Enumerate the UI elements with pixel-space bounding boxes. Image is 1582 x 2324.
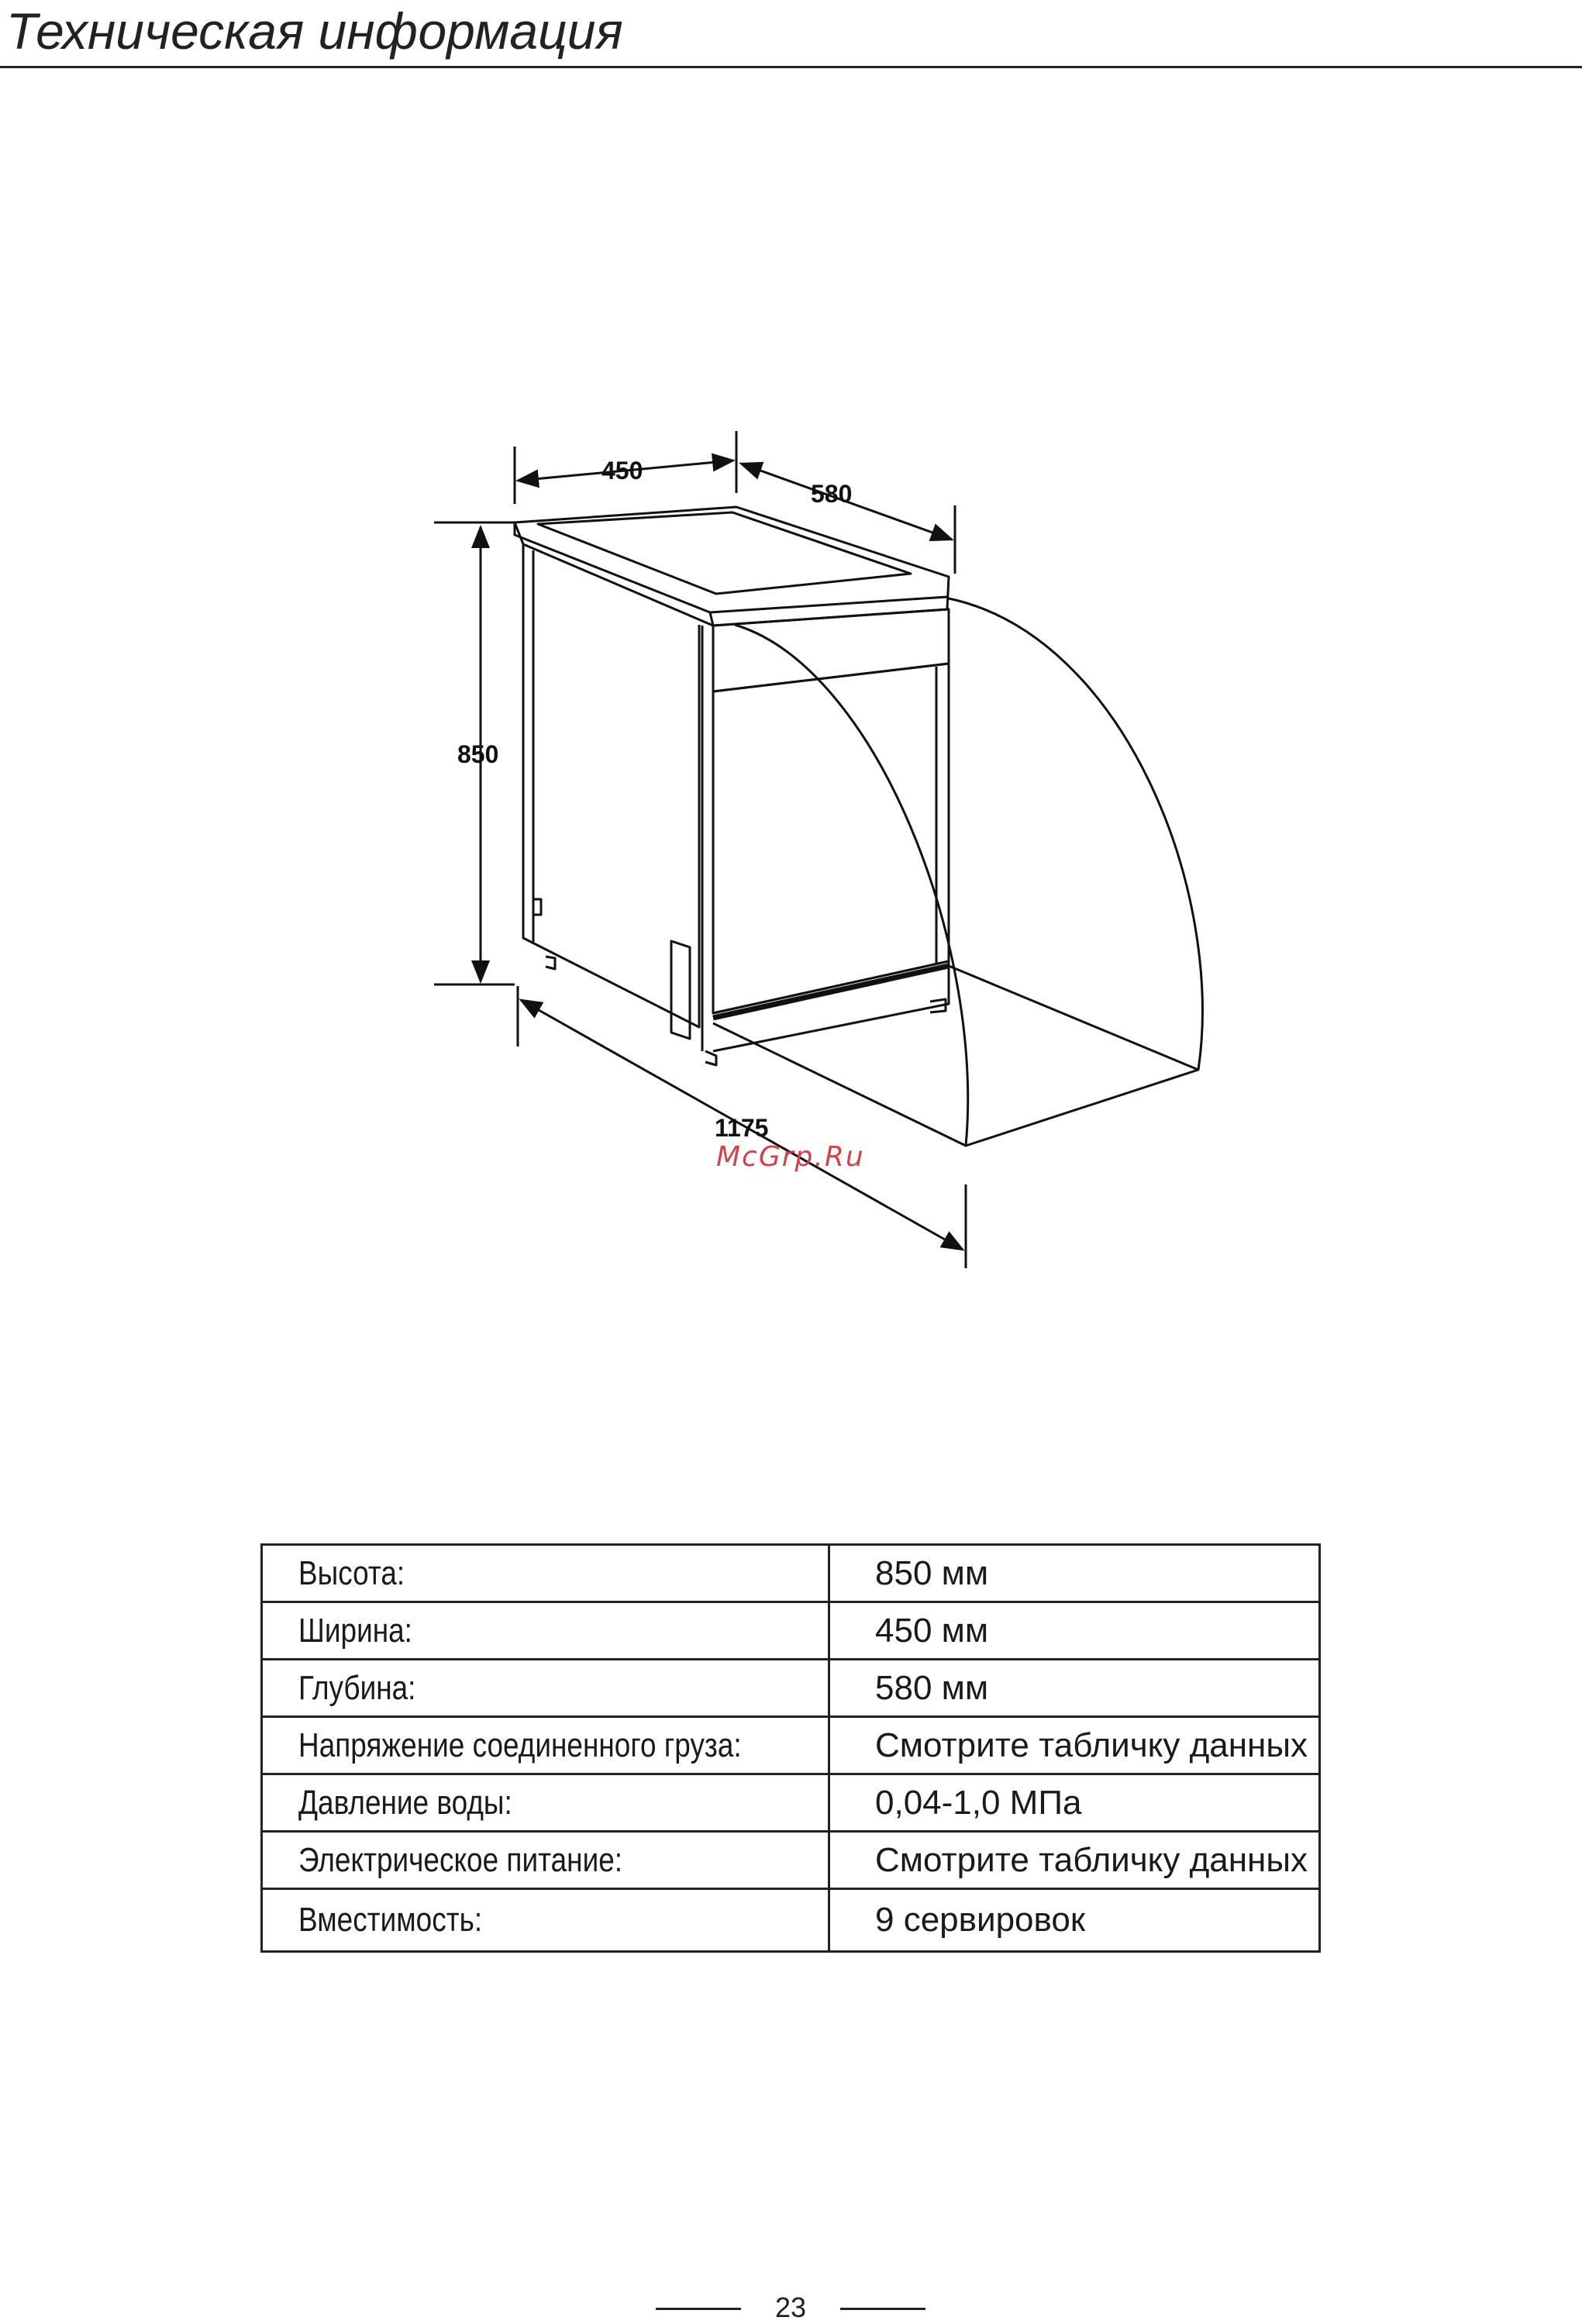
height-dimension-label: 850 [457,740,499,768]
door-swing-arc-outer [949,598,1202,1070]
spec-label: Электрическое питание: [262,1832,829,1889]
footer-rule-left [656,2308,741,2310]
page-title: Техническая информация [6,2,623,60]
table-row [262,1774,1320,1832]
width-dimension-label: 450 [601,457,643,484]
spec-value: 0,04-1,0 МПа [829,1774,1320,1832]
footer-rule-right [840,2308,925,2310]
spec-label: Высота: [262,1545,829,1602]
spec-label: Глубина: [262,1660,829,1717]
spec-value: Смотрите табличку данных [829,1717,1320,1774]
spec-value: Смотрите табличку данных [829,1832,1320,1889]
control-panel [713,609,949,691]
worktop-inner [538,512,911,594]
table-row [262,1832,1320,1889]
open-door-floor [713,966,1198,1146]
spec-value: 580 мм [829,1660,1320,1717]
table-row [262,1717,1320,1774]
spec-label: Напряжение соединенного груза: [262,1717,829,1774]
worktop-outline [515,507,949,626]
spec-label: Вместимость: [262,1889,829,1952]
open-depth-dimension-label: 1175 [715,1114,769,1142]
table-row [262,1889,1320,1952]
spec-label: Ширина: [262,1602,829,1660]
worktop-front-edge [515,522,713,626]
specifications-table [260,1543,1321,1953]
spec-value: 9 сервировок [875,1901,1086,1939]
watermark-text: McGrp.Ru [716,1141,865,1173]
door-front [713,664,949,1013]
spec-label: Давление воды: [262,1774,829,1832]
table-row [262,1660,1320,1717]
spec-value: 850 мм [829,1545,1320,1602]
door-swing-arc-inner [735,625,968,1146]
depth-dimension-label: 580 [811,480,853,508]
spec-value: 450 мм [829,1602,1320,1660]
table-row [262,1602,1320,1660]
table-row [262,1545,1320,1602]
side-panel [523,544,699,1027]
page-number: 23 [774,2291,807,2323]
